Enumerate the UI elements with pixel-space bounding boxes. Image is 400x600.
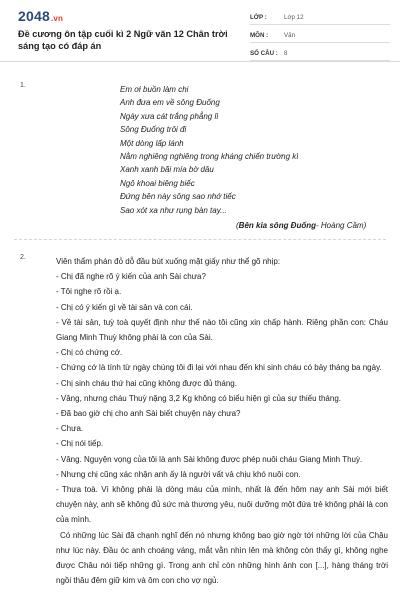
paragraph: Viên thẩm phán đỏ dỗ đầu bút xuống mặt giấy như thể gõ nhịp: [56, 257, 281, 266]
paragraph: - Chị sinh cháu thứ hai cũng không được đủ tháng. [56, 378, 237, 388]
paragraph: - Vâng, nhưng cháu Thuỳ nặng 3,2 Kg không có biểu hiện gì của sự thiếu tháng. [56, 393, 341, 403]
poem-line: Một dòng lấp lánh [120, 138, 184, 148]
prose-excerpt [56, 254, 388, 588]
paragraph: - Vâng. Nguyện vọng của tôi là anh Sài không được phép nuôi cháu Giang Minh Thuỳ. [56, 454, 363, 464]
paragraph: - Chị đã nghe rõ ý kiến của anh Sài chưa? [56, 272, 206, 282]
paragraph: - Nhưng chị cũng xác nhận anh ấy là người vất vả chịu khó nuôi con. [56, 469, 301, 479]
poem-line: Xanh xanh bãi mía bờ dâu [120, 165, 214, 175]
meta-row-count [250, 46, 390, 61]
meta-label: LỚP : [250, 13, 267, 21]
paragraph: - Chị có ý kiến gì về tài sản và con cái. [56, 302, 193, 312]
meta-value: Lớp 12 [284, 13, 304, 21]
poem-line: Sông Đuống trôi đi [120, 125, 187, 135]
question-divider [14, 239, 386, 240]
logo-suffix-text: .vn [50, 14, 64, 23]
poem-line: Ngô khoai biêng biếc [120, 178, 195, 188]
document-meta [250, 10, 390, 64]
meta-label: SỐ CÂU : [250, 49, 278, 57]
question-number: 2. [20, 254, 26, 261]
question-number: 1. [20, 82, 26, 89]
logo-main-text: 2048 [18, 8, 50, 24]
paragraph: - Đã bao giờ chị cho anh Sài biết chuyện này chưa? [56, 409, 241, 419]
source-title: Bên kia sông Đuống [238, 221, 317, 230]
document-header [0, 0, 400, 62]
meta-row-subject [250, 28, 390, 43]
site-logo[interactable] [18, 8, 63, 24]
poem-line: Em ơi buồn làm chi [120, 85, 189, 94]
poem-line: Ngày xưa cát trắng phẳng lì [120, 111, 219, 121]
paragraph: - Về tài sản, tuỳ toà quyết định như thế nào tôi cũng xin chấp hành. Riêng phần con: Cháu Giang Minh Thuỳ không phải là con của Sài. [56, 317, 388, 343]
poem-line: Sao xót xa như rụng bàn tay... [120, 205, 227, 215]
paragraph: - Chứng cớ là tính từ ngày chúng tôi đi lại với nhau đến khi sinh cháu có bảy tháng ba ngày. [56, 363, 382, 373]
source-open: ( [236, 221, 239, 230]
poem-source [236, 221, 366, 230]
meta-label: MÔN : [250, 31, 269, 39]
poem-line: Nằm nghiêng nghiêng trong kháng chiến trường kì [120, 151, 299, 161]
poem-line: Đứng bên này sông sao nhớ tiếc [120, 192, 236, 202]
poem-line: Anh đưa em về sông Đuống [120, 98, 220, 108]
paragraph: - Chị có chứng cớ. [56, 348, 123, 358]
paragraph: - Thưa toà. Vì không phải là dòng máu của mình, nhất là đến hôm nay anh Sài mới biết chuyện này, anh sẽ không đủ sức mà thương yêu, nuôi dưỡng một đứa trẻ không phải là con của mình. [56, 485, 388, 525]
paragraph: - Chị nói tiếp. [56, 439, 104, 449]
document-title: Đề cương ôn tập cuối kì 2 Ngữ văn 12 Chân trời sáng tạo có đáp án [18, 29, 228, 51]
paragraph: - Tôi nghe rõ rồi ạ. [56, 287, 122, 297]
meta-value: Văn [284, 31, 296, 39]
poem-excerpt [120, 83, 385, 217]
paragraph: - Chưa. [56, 424, 84, 434]
meta-value: 8 [284, 49, 288, 57]
source-author: - Hoàng Cầm) [316, 221, 367, 230]
meta-row-class [250, 10, 390, 25]
paragraph: Có những lúc Sài đã chạnh nghĩ đến nó nhưng không bao giờ ngờ tới những lời của Châu như lúc này. Đầu óc anh choáng váng, mắt vằn nhìn lên mà không còn thấy gì, không nghe được Châu nói tiếp những gì. Trong anh chỉ còn những hình ảnh con [...], hàng tháng trời ngồi thâu đêm giữ kim và ôm con cho vợ ngủ. [56, 530, 388, 586]
